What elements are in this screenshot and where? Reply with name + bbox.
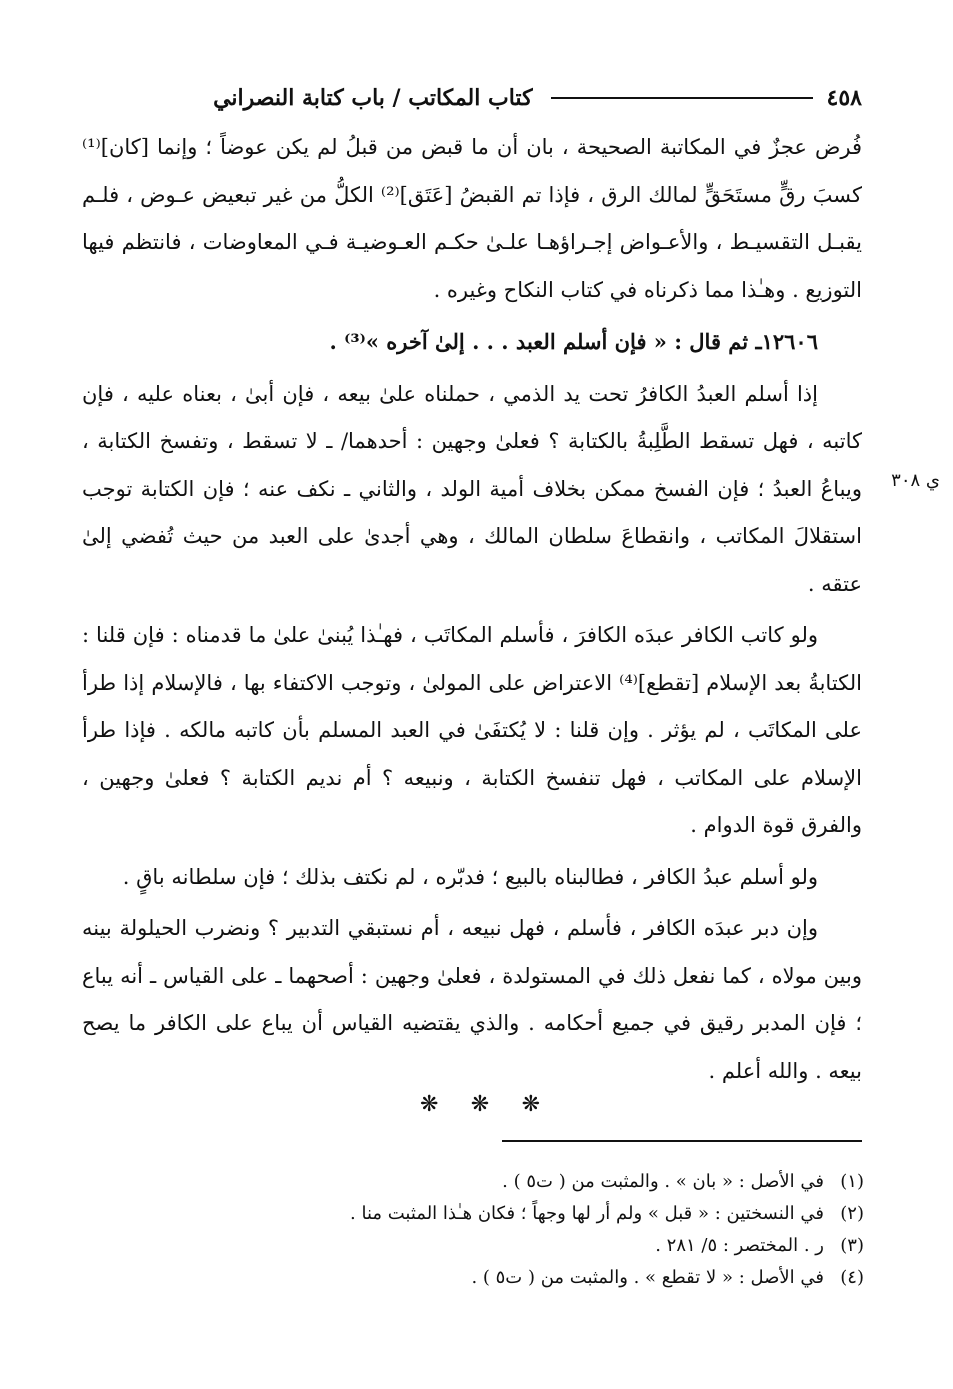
running-title: كتاب المكاتب / باب كتابة النصراني [213,85,533,111]
footnote-rule [502,1140,862,1142]
footnotes [82,1166,864,1294]
star-icon: ❋ [470,1092,490,1117]
section-heading [82,318,862,367]
footnote-text: في النسختين : « قبل » ولم أر لها وجهاً ؛ فكان هـٰذا المثبت منا . [350,1203,824,1224]
running-header [82,78,862,118]
main-text [82,124,862,1095]
footnote [82,1230,864,1262]
footnote-text: في الأصل : « بان » . والمثبت من ( ت٥ ) . [502,1171,824,1192]
page-number: ٤٥٨ [826,85,862,111]
paragraph-2: إذا أسلم العبدُ الكافرُ تحت يد الذمي ، حملناه علىٰ بيعه ، فإن أبىٰ ، بعناه عليه ، فإن كاتبه ، فهل تسقط الطَّلِبةُ بالكتابة ؟ فعلىٰ وجهين : أحدهما/ ـ لا تسقط ، وتفسخ الكتابة ، ويباعُ العبدُ ؛ فإن الفسخ ممكن بخلاف أمية الولد ، والثاني ـ نكف عنه ؛ فإن الكتابة توجب استقلالَ المكاتب ، وانقطاعَ سلطان المالك ، وهي أجدىٰ على العبد من حيث تُفضي إلىٰ عتقه . [82,381,862,596]
star-icon: ❋ [521,1092,540,1117]
section-heading-text: ١٢٦٠٦ـ ثم قال : « فإن أسلم العبد . . . إلىٰ آخره »⁽³⁾ . [329,329,818,354]
paragraph-continuation: فُرض عجزٌ في المكاتبة الصحيحة ، بان أن ما قبض من قبلُ لم يكن عوضاً ؛ وإنما [كان]⁽¹⁾ كسبَ رقٍّ مستَحَقٍّ لمالك الرق ، فإذا تم القبضُ [عَتَق]⁽²⁾ الكلُّ من غير تبعيض عـوض ، فلـم يقبـل التقسيـط ، والأعـواض إجـراؤهـا علـىٰ حكـم العـوضيـة فـي المعاوضات ، فانتظم فيها التوزيع . وهـٰذا مما ذكرناه في كتاب النكاح وغيره . [82,135,863,302]
margin-folio-note: ي ٣٠٨ [891,470,940,491]
footnote [82,1198,864,1230]
footnote-number: (٢) [840,1203,864,1224]
paragraph-4: ولو أسلم عبدُ الكافر ، فطالبناه بالبيع ؛ فدبّره ، لم نكتف بذلك ؛ فإن سلطانه باقٍ . [122,864,818,889]
section-divider-stars [420,1092,540,1117]
footnote-number: (١) [840,1171,864,1192]
paragraph-3: ولو كاتب الكافر عبدَه الكافرَ ، فأسلم المكاتَب ، فهـٰذا يُبنىٰ علىٰ ما قدمناه : فإن قلنا : الكتابةُ بعد الإسلام [تقطع]⁽⁴⁾ الاعتراض على المولىٰ ، وتوجب الاكتفاء بها ، فالإسلام إذا طرأ على المكاتَب ، لم يؤثر . وإن قلنا : لا يُكتفَىٰ في العبد المسلم بأن كاتبه مالكه . فإذا طرأ الإسلام على المكاتب ، فهل تنفسخ الكتابة ، ونبيعه ؟ أم نديم الكتابة ؟ فعلىٰ وجهين ، والفرق قوة الدوام . [82,623,862,837]
footnote-number: (٣) [840,1235,864,1256]
footnote [82,1166,864,1198]
footnote-text: ر . المختصر : ٥/ ٢٨١ . [655,1235,824,1256]
footnote-text: في الأصل : « لا تقطع » . والمثبت من ( ت٥ ) . [471,1267,824,1288]
star-icon: ❋ [420,1092,439,1117]
header-rule [551,97,813,99]
footnote [82,1262,864,1294]
footnote-number: (٤) [840,1267,864,1288]
paragraph-5: وإن دبر عبدَه الكافر ، فأسلم ، فهل نبيعه ، أم نستبقي التدبير ؟ ونضرب الحيلولة بينه وبين مولاه ، كما نفعل ذلك في المستولدة ، فعلىٰ وجهين : أصحهما ـ على القياس ـ أنه يباع ؛ فإن المدبر رقيق في جميع أحكامه . والذي يقتضيه القياس أن يباع على الكافر ما يصح بيعه . والله أعلم . [82,916,862,1083]
